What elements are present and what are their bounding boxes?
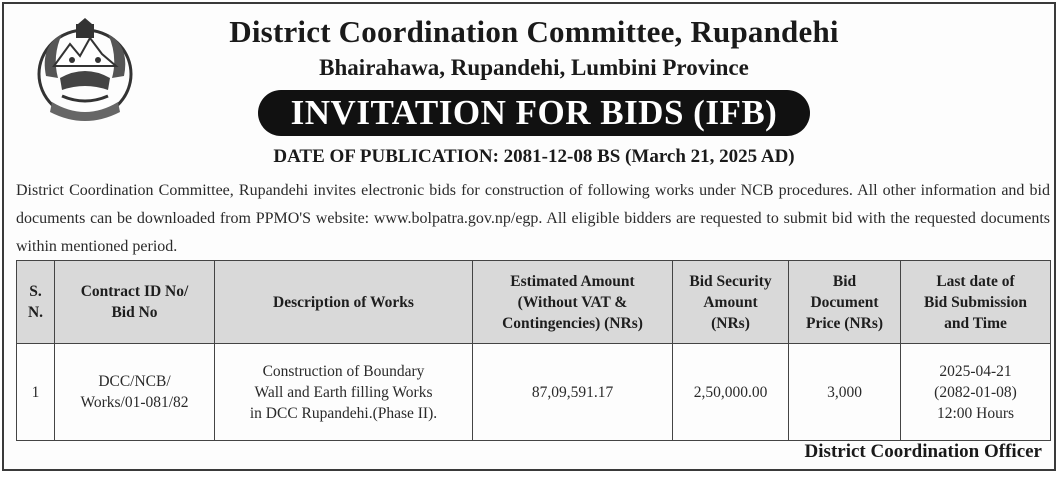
publication-date: DATE OF PUBLICATION: 2081-12-08 BS (March 21, 2025 AD) <box>273 146 795 167</box>
table-row <box>17 344 1051 441</box>
cell-bid-security: 2,50,000.00 <box>673 344 789 441</box>
bids-table <box>16 260 1051 441</box>
nepal-emblem-icon <box>32 16 138 128</box>
signatory: District Coordination Officer <box>804 441 1042 462</box>
table-header-row <box>17 261 1051 344</box>
col-header-description: Description of Works <box>215 261 473 344</box>
bid-notice <box>2 2 1056 471</box>
col-header-document-price: Bid Document Price (NRs) <box>789 261 901 344</box>
cell-description: Construction of Boundary Wall and Earth filling Works in DCC Rupandehi.(Phase II). <box>215 344 473 441</box>
col-header-sn: S. N. <box>17 261 55 344</box>
cell-document-price: 3,000 <box>789 344 901 441</box>
col-header-estimated-amount: Estimated Amount (Without VAT & Contingencies) (NRs) <box>473 261 673 344</box>
page-title: District Coordination Committee, Rupandehi <box>229 14 839 49</box>
cell-last-date: 2025-04-21 (2082-01-08) 12:00 Hours <box>901 344 1051 441</box>
ifb-banner: INVITATION FOR BIDS (IFB) <box>258 90 810 136</box>
cell-contract-id: DCC/NCB/ Works/01-081/82 <box>55 344 215 441</box>
col-header-contract-id: Contract ID No/ Bid No <box>55 261 215 344</box>
invitation-paragraph: District Coordination Committee, Rupandehi invites electronic bids for construction of following works under NCB procedures. All other information and bid documents can be downloaded from PPMO'S website: www.bolpatra.gov.np/egp. All eligible bidders are requested to submit bid with the requested documents within mentioned period. <box>16 182 1050 255</box>
col-header-bid-security: Bid Security Amount (NRs) <box>673 261 789 344</box>
cell-sn: 1 <box>17 344 55 441</box>
col-header-last-date: Last date of Bid Submission and Time <box>901 261 1051 344</box>
cell-estimated-amount: 87,09,591.17 <box>473 344 673 441</box>
page-subtitle: Bhairahawa, Rupandehi, Lumbini Province <box>319 55 749 80</box>
